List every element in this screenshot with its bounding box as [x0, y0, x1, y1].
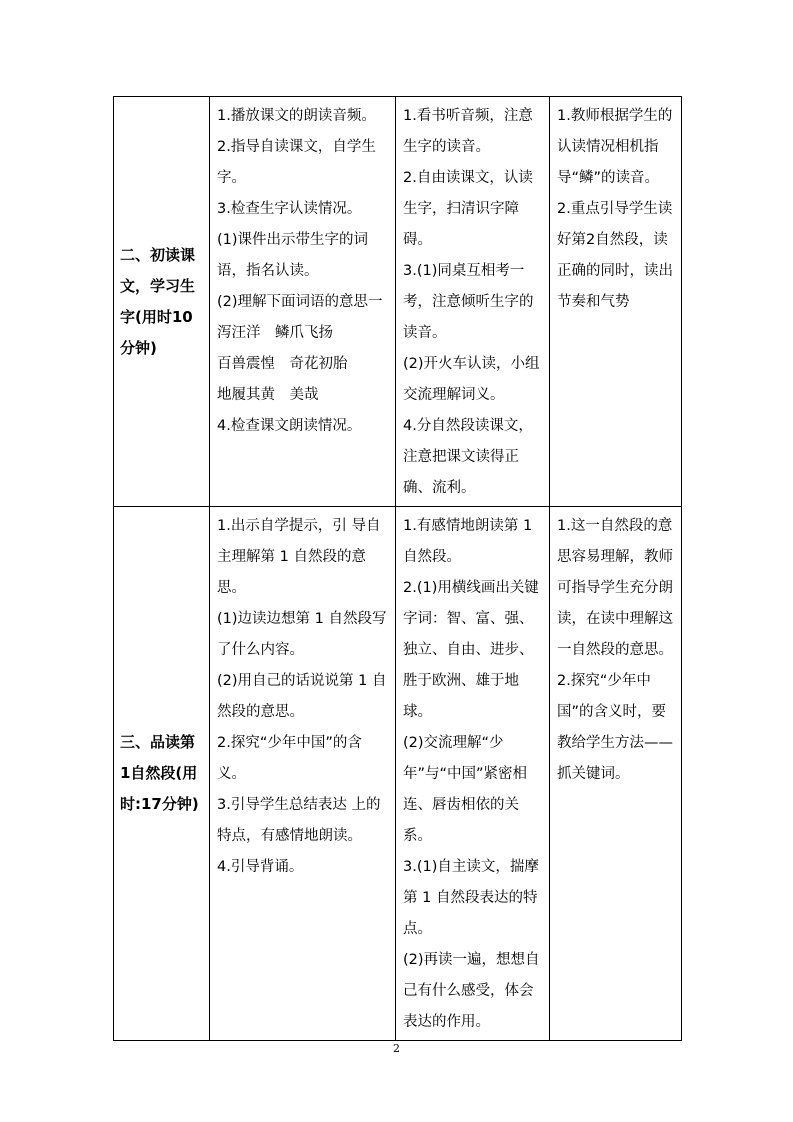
list-item: (2)用自己的话说说第 1 自然段的意思。	[217, 673, 387, 720]
list-item: 3.引导学生总结表达 上的特点，有感情地朗读。	[217, 797, 381, 844]
table-row	[114, 507, 682, 1041]
list-item: (1)边读边想第 1 自然段写了什么内容。	[217, 611, 387, 658]
list-item: 4.分自然段读课文，注意把课文读得正确、流利。	[403, 418, 533, 496]
list-item: 2.指导自读课文，自学生字。	[217, 139, 376, 186]
list-item: 4.引导背诵。	[217, 859, 304, 875]
list-item: 1.看书听音频，注意生字的读音。	[403, 108, 533, 155]
list-item: 2.自由读课文，认读生字，扫清识字障碍。	[403, 170, 533, 248]
list-item: 2.(1)用横线画出关键字词：智、富、强、独立、自由、进步、胜于欧洲、雄于地球。	[403, 580, 539, 720]
list-item: 1.有感情地朗读第 1 自然段。	[403, 518, 537, 565]
teacher-activity-cell	[210, 97, 396, 507]
list-item: 1.教师根据学生的认读情况相机指导“鳞”的读音。	[557, 108, 673, 186]
list-item: 2.探究“少年中国”的含义。	[217, 735, 362, 782]
stage-cell: 二、初读课文，学习生字(用时10分钟)	[114, 97, 210, 507]
list-item: 2.探究“少年中国”的含义时，要教给学生方法——抓关键词。	[557, 673, 673, 782]
page-number: 2	[393, 1042, 400, 1055]
list-item: (2)再读一遍，想想自己有什么感受，体会表达的作用。	[403, 952, 540, 1030]
list-item: 2.重点引导学生读好第2自然段，读正确的同时，读出节奏和气势	[557, 201, 673, 310]
list-item: (2)开火车认读，小组交流理解词义。	[403, 356, 540, 403]
list-item: (2)理解下面词语的意思一泻汪洋 鳞爪飞扬	[217, 294, 383, 341]
table-row	[114, 97, 682, 507]
list-item: 3.(1)自主读文，揣摩第 1 自然段表达的特点。	[403, 859, 539, 937]
list-item: 1.播放课文的朗读音频。	[217, 108, 376, 124]
notes-cell	[550, 97, 682, 507]
list-item: 1.这一自然段的意思容易理解，教师可指导学生充分朗读，在读中理解这一自然段的意思。	[557, 518, 673, 658]
list-item: 地履其黄 美哉	[217, 387, 319, 403]
stage-cell: 三、品读第1自然段(用时:17分钟)	[114, 507, 210, 1041]
teacher-activity-cell	[210, 507, 396, 1041]
list-item: (2)交流理解“少年”与“中国”紧密相连、唇齿相依的关系。	[403, 735, 528, 844]
list-item: 4.检查课文朗读情况。	[217, 418, 362, 434]
list-item: 3.(1)同桌互相考一考，注意倾听生字的读音。	[403, 263, 534, 341]
list-item: 百兽震惶 奇花初胎	[217, 356, 348, 372]
student-activity-cell	[396, 507, 550, 1041]
list-item: 3.检查生字认读情况。	[217, 201, 362, 217]
list-item: (1)课件出示带生字的词语，指名认读。	[217, 232, 369, 279]
lesson-plan-table	[113, 96, 682, 1041]
list-item: 1.出示自学提示，引 导自主理解第 1 自然段的意思。	[217, 518, 381, 596]
student-activity-cell	[396, 97, 550, 507]
notes-cell	[550, 507, 682, 1041]
